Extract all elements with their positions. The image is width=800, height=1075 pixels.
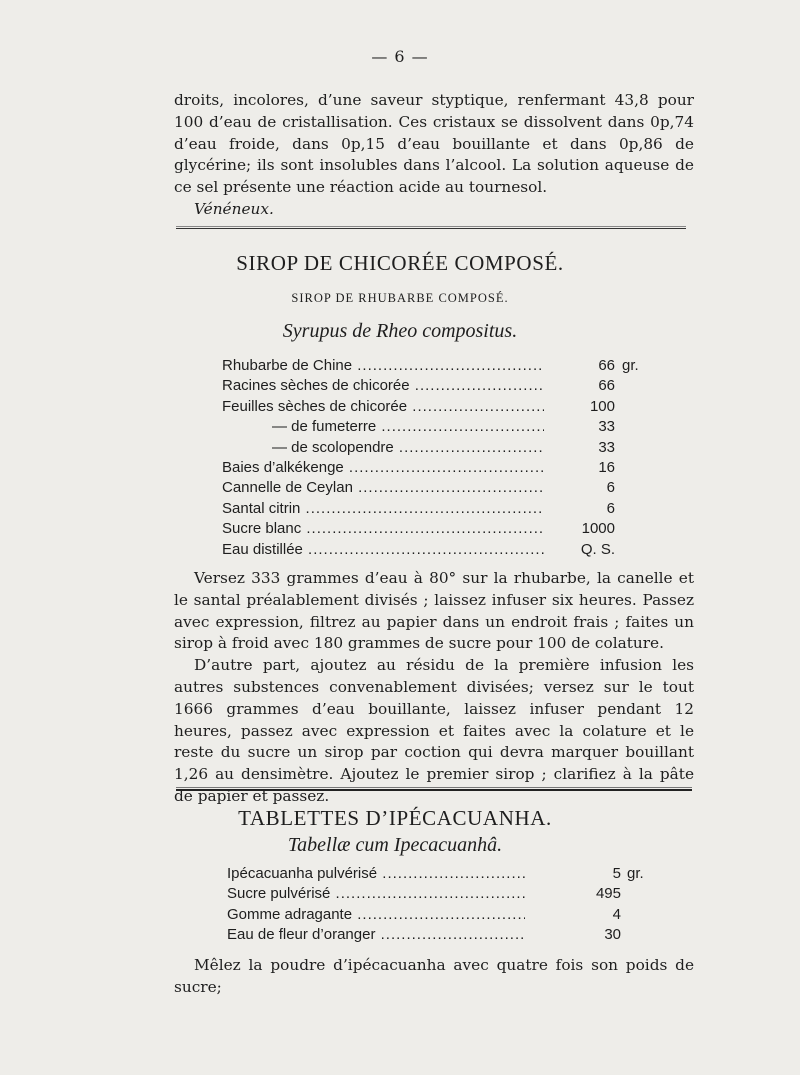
- ingredient-name: Sucre blanc .....: [222, 519, 544, 539]
- ingredient-name: Racines sèches de chicorée .....: [222, 376, 544, 396]
- ingredient-name: Gomme adragante .....: [227, 905, 525, 925]
- ingredient-name: Feuilles sèches de chicorée .....: [222, 397, 544, 417]
- ingredient-quantity: 495: [595, 885, 621, 903]
- ingredient-quantity: 66: [598, 377, 615, 395]
- ingredient-row: [222, 519, 662, 539]
- ingredient-row: [222, 438, 662, 458]
- quantity-unit: gr.: [627, 865, 644, 882]
- section1-subtitle: SIROP DE RHUBARBE COMPOSÉ.: [291, 291, 509, 305]
- section2-ingredient-list: [227, 864, 667, 946]
- section1-paragraph-1: Versez 333 grammes d’eau à 80° sur la rhubarbe, la canelle et le santal préalablement divisés ; laissez infuser six heures. Passez avec expression, filtrez au papier dans un endroit frais ; faites un sirop à froid avec 180 grammes de sucre pour 100 de colature.: [174, 569, 694, 653]
- ingredient-quantity: 33: [598, 418, 615, 436]
- ingredient-quantity: 100: [589, 397, 615, 415]
- ingredient-quantity: Q. S.: [580, 540, 615, 558]
- ingredient-row: [222, 478, 662, 498]
- section-divider-2: [176, 787, 692, 791]
- ingredient-quantity: 5: [612, 865, 621, 882]
- ingredient-row: [222, 397, 662, 417]
- ingredient-row: [227, 925, 667, 945]
- ingredient-name: Sucre pulvérisé .....: [227, 884, 525, 904]
- section1-paragraph-2: D’autre part, ajoutez au résidu de la première infusion les autres substences convenablement divisées; versez sur le tout 1666 grammes d’eau bouillante, laissez infuser pendant 12 heures, passez avec expression et faites avec la colature et le reste du sucre un sirop par coction qui devra marquer bouillant 1,26 au densimètre. Ajoutez le premier sirop ; clarifiez à la pâte de papier et passez.: [174, 656, 694, 805]
- ingredient-row: [227, 884, 667, 904]
- ingredient-quantity: 66: [598, 357, 615, 374]
- ingredient-name: Rhubarbe de Chine .....: [222, 356, 544, 376]
- section1-latin-title: Syrupus de Rheo compositus.: [282, 320, 518, 342]
- section2-latin-title: Tabellæ cum Ipecacuanhâ.: [287, 834, 503, 856]
- ingredient-name: Cannelle de Ceylan .....: [222, 478, 544, 498]
- ingredient-row: [222, 499, 662, 519]
- ingredient-name: Baies d’alkékenge .....: [222, 458, 544, 478]
- section2-paragraph: Mêlez la poudre d’ipécacuanha avec quatre fois son poids de sucre;: [174, 956, 694, 996]
- ingredient-row: [222, 458, 662, 478]
- section2-instructions: [174, 955, 694, 999]
- intro-note: Vénéneux.: [194, 199, 274, 218]
- ingredient-quantity: 4: [612, 905, 621, 923]
- ingredient-quantity: 1000: [581, 520, 615, 538]
- ingredient-name: — de scolopendre .....: [272, 438, 544, 458]
- section1-ingredient-list: [222, 356, 662, 560]
- ingredient-row: [222, 356, 662, 376]
- ingredient-name: Ipécacuanha pulvérisé .....: [227, 864, 525, 884]
- ingredient-row: [227, 905, 667, 925]
- ingredient-name: Eau distillée .....: [222, 540, 544, 560]
- intro-block: [174, 90, 694, 221]
- intro-paragraph: droits, incolores, d’une saveur styptique, renfermant 43,8 pour 100 d’eau de cristallisation. Ces cristaux se dissolvent dans 0p,74 d’eau froide, dans 0p,15 d’eau bouillante et dans 0p,86 de glycérine; ils sont insolubles dans l’alcool. La solution aqueuse de ce sel présente une réaction acide au tournesol.: [174, 91, 694, 197]
- ingredient-quantity: 6: [606, 499, 615, 517]
- ingredient-name: — de fumeterre .....: [272, 417, 544, 437]
- section1-title: SIROP DE CHICORÉE COMPOSÉ.: [236, 251, 564, 275]
- ingredient-name: Eau de fleur d’oranger .....: [227, 925, 525, 945]
- ingredient-row: [222, 417, 662, 437]
- section1-instructions: [174, 568, 694, 808]
- section2-title: TABLETTES D’IPÉCACUANHA.: [238, 806, 552, 830]
- ingredient-row: [222, 376, 662, 396]
- quantity-unit: gr.: [622, 357, 639, 374]
- ingredient-quantity: 30: [604, 926, 621, 944]
- page-number: — 6 —: [371, 47, 429, 66]
- ingredient-quantity: 33: [598, 438, 615, 456]
- ingredient-name: Santal citrin .....: [222, 499, 544, 519]
- ingredient-quantity: 16: [598, 458, 615, 476]
- ingredient-quantity: 6: [606, 479, 615, 497]
- section-divider-1: [176, 226, 686, 229]
- ingredient-row: [222, 540, 662, 560]
- ingredient-row: [227, 864, 667, 884]
